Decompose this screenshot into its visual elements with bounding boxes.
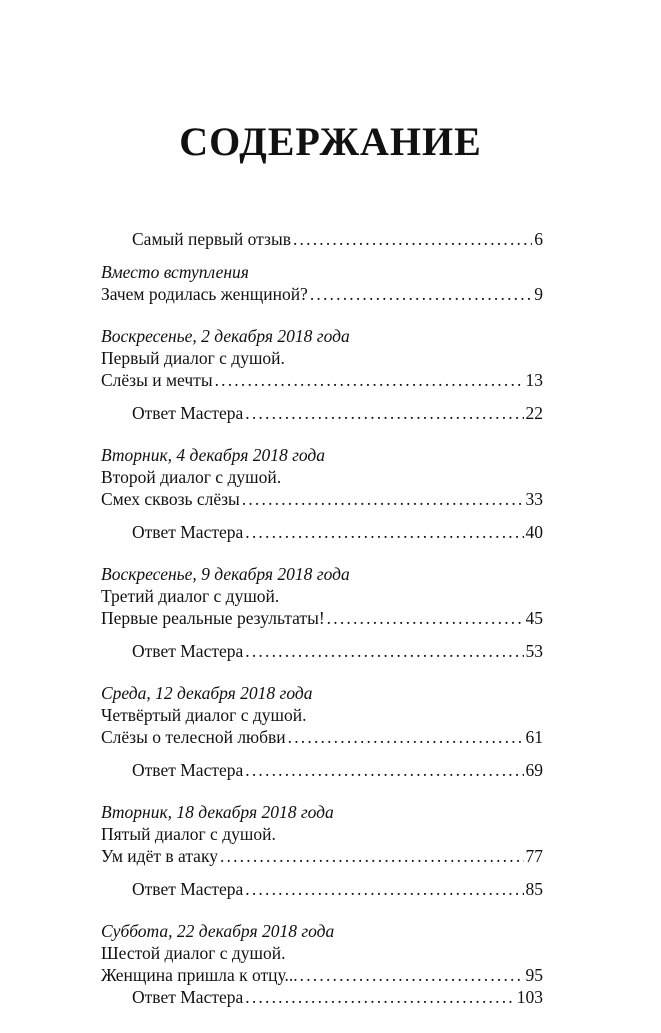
toc-entry-answer xyxy=(101,878,543,900)
dot-leader xyxy=(215,369,524,391)
toc-entry-answer xyxy=(101,521,543,543)
entry-page: 103 xyxy=(516,987,543,1007)
section-heading: Вторник, 18 декабря 2018 года xyxy=(101,802,334,822)
entry-title: Зачем родилась женщиной? xyxy=(101,284,308,304)
entry-title: Ум идёт в атаку xyxy=(101,846,218,866)
section-subtitle: Второй диалог с душой. xyxy=(101,467,282,487)
dot-leader xyxy=(245,878,523,900)
page-title: СОДЕРЖАНИЕ xyxy=(179,119,482,164)
entry-title: Первые реальные результаты! xyxy=(101,608,325,628)
entry-title: Ответ Мастера xyxy=(132,403,244,423)
dot-leader xyxy=(245,521,523,543)
entry-page: 61 xyxy=(525,727,543,747)
dot-leader xyxy=(242,488,524,510)
entry-title: Ответ Мастера xyxy=(132,760,244,780)
section-subtitle: Первый диалог с душой. xyxy=(101,348,285,368)
dot-leader xyxy=(245,402,523,424)
dot-leader xyxy=(300,964,524,986)
entry-page: 40 xyxy=(525,522,543,542)
section-heading: Вместо вступления xyxy=(101,262,249,282)
dot-leader xyxy=(220,845,524,867)
section-subtitle: Шестой диалог с душой. xyxy=(101,943,286,963)
entry-page: 33 xyxy=(525,489,543,509)
entry-title: Смех сквозь слёзы xyxy=(101,489,240,509)
entry-title: Ответ Мастера xyxy=(132,641,244,661)
entry-page: 53 xyxy=(525,641,543,661)
toc-entry xyxy=(101,964,543,986)
toc-entry xyxy=(101,228,543,250)
toc-entry xyxy=(101,283,543,305)
toc-entry xyxy=(101,488,543,510)
dot-leader xyxy=(245,986,514,1008)
section-heading: Воскресенье, 2 декабря 2018 года xyxy=(101,326,350,346)
dot-leader xyxy=(327,607,524,629)
entry-title: Ответ Мастера xyxy=(132,987,244,1007)
entry-page: 22 xyxy=(525,403,543,423)
entry-page: 9 xyxy=(534,284,543,304)
toc-entry-answer xyxy=(101,640,543,662)
toc-entry xyxy=(101,607,543,629)
entry-page: 13 xyxy=(525,370,543,390)
dot-leader xyxy=(245,759,523,781)
entry-page: 95 xyxy=(525,965,543,985)
dot-leader xyxy=(293,228,532,250)
entry-title: Самый первый отзыв xyxy=(132,229,291,249)
entry-page: 85 xyxy=(525,879,543,899)
dot-leader xyxy=(288,726,524,748)
entry-title: Женщина пришла к отцу... xyxy=(101,965,298,985)
table-of-contents xyxy=(101,228,543,1008)
toc-entry xyxy=(101,369,543,391)
section-heading: Вторник, 4 декабря 2018 года xyxy=(101,445,326,465)
section-heading: Воскресенье, 9 декабря 2018 года xyxy=(101,564,350,584)
toc-entry-answer xyxy=(101,986,543,1008)
toc-entry xyxy=(101,726,543,748)
toc-entry-answer xyxy=(101,759,543,781)
entry-page: 77 xyxy=(525,846,543,866)
dot-leader xyxy=(245,640,523,662)
entry-page: 6 xyxy=(534,229,543,249)
toc-entry-answer xyxy=(101,402,543,424)
entry-title: Слёзы и мечты xyxy=(101,370,213,390)
section-subtitle: Третий диалог с душой. xyxy=(101,586,280,606)
section-subtitle: Пятый диалог с душой. xyxy=(101,824,276,844)
entry-page: 45 xyxy=(525,608,543,628)
dot-leader xyxy=(310,283,532,305)
section-subtitle: Четвёртый диалог с душой. xyxy=(101,705,307,725)
entry-page: 69 xyxy=(525,760,543,780)
entry-title: Слёзы о телесной любви xyxy=(101,727,286,747)
toc-entry xyxy=(101,845,543,867)
section-heading: Среда, 12 декабря 2018 года xyxy=(101,683,313,703)
entry-title: Ответ Мастера xyxy=(132,879,244,899)
section-heading: Суббота, 22 декабря 2018 года xyxy=(101,921,335,941)
entry-title: Ответ Мастера xyxy=(132,522,244,542)
